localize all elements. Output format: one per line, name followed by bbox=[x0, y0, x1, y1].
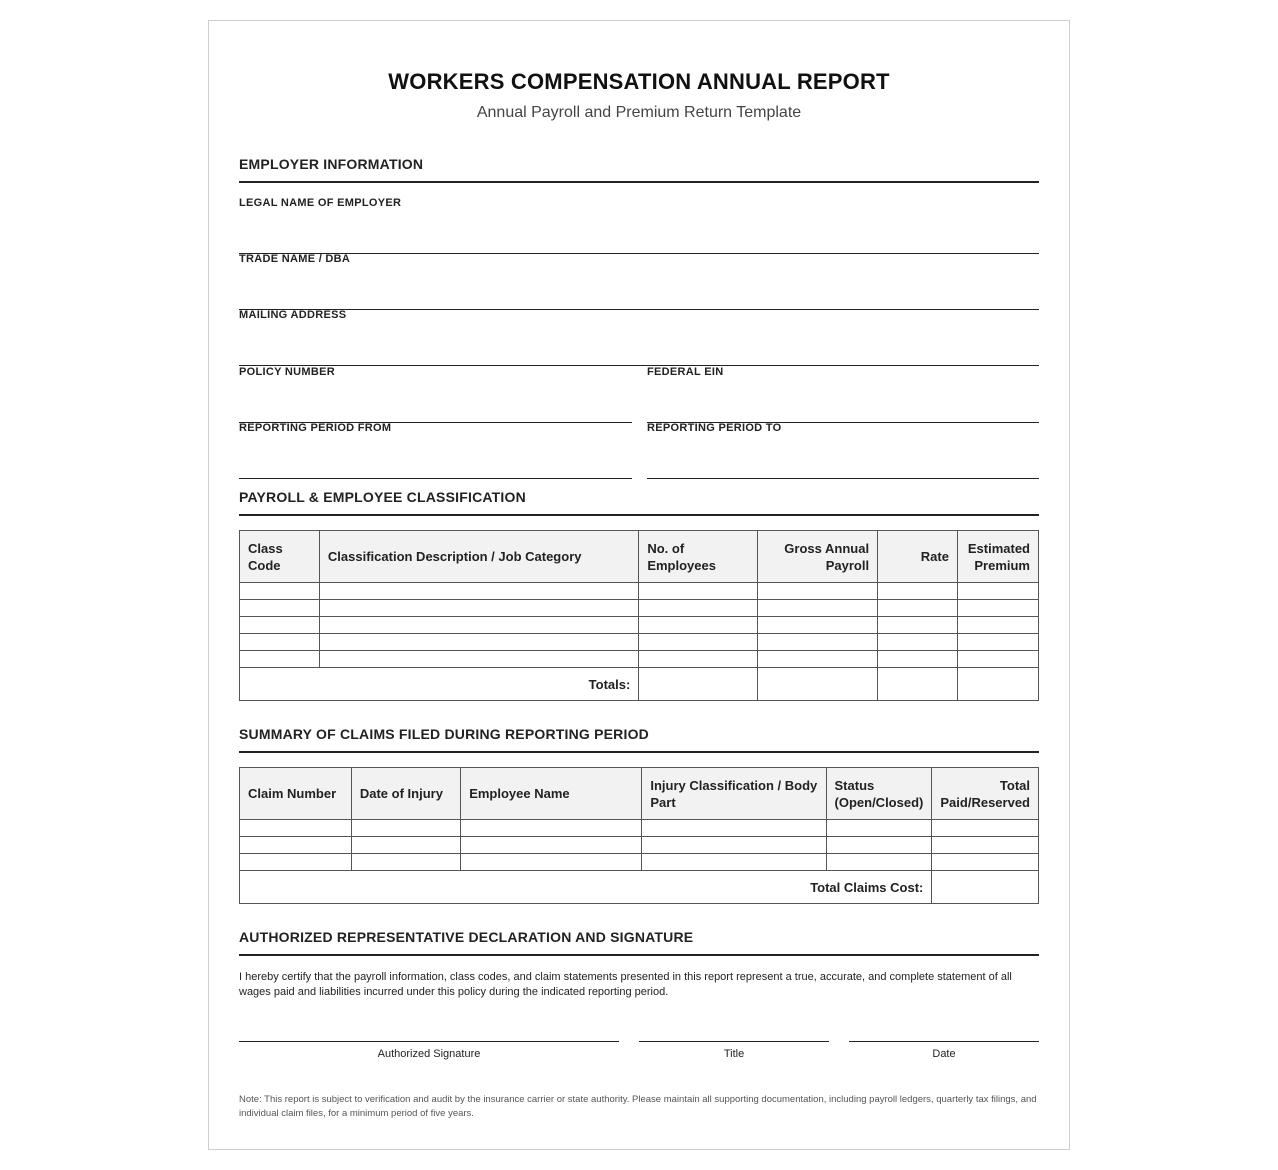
table-cell[interactable] bbox=[826, 854, 932, 871]
declaration-text: I hereby certify that the payroll information, class codes, and claim statements presented in this report represent a true, accurate, and complete statement of all wages paid and liabilities incurred under this policy during the indicated reporting period. bbox=[239, 971, 1012, 998]
col-classification-description: Classification Description / Job Category bbox=[319, 531, 638, 583]
signature-line[interactable] bbox=[239, 1041, 619, 1060]
col-no-of-employees: No. of Employees bbox=[639, 531, 758, 583]
total-employees-cell[interactable] bbox=[639, 668, 758, 701]
table-cell[interactable] bbox=[319, 600, 638, 617]
table-cell[interactable] bbox=[319, 583, 638, 600]
signature-label: Authorized Signature bbox=[377, 1048, 481, 1060]
col-gross-annual-payroll: Gross Annual Payroll bbox=[758, 531, 878, 583]
claims-section-heading: SUMMARY OF CLAIMS FILED DURING REPORTING PERIOD bbox=[239, 726, 1039, 753]
table-cell[interactable] bbox=[642, 820, 826, 837]
claims-header-row bbox=[240, 768, 1039, 820]
title-label: Title bbox=[723, 1048, 745, 1060]
table-cell[interactable] bbox=[957, 634, 1038, 651]
table-cell[interactable] bbox=[758, 583, 878, 600]
table-cell[interactable] bbox=[758, 651, 878, 668]
federal-ein-label: FEDERAL EIN bbox=[647, 366, 724, 378]
total-payroll-cell[interactable] bbox=[758, 668, 878, 701]
report-title: WORKERS COMPENSATION ANNUAL REPORT bbox=[388, 69, 890, 94]
col-estimated-premium: Estimated Premium bbox=[957, 531, 1038, 583]
table-row bbox=[240, 820, 1039, 837]
table-cell[interactable] bbox=[319, 617, 638, 634]
table-cell[interactable] bbox=[240, 854, 352, 871]
col-employee-name: Employee Name bbox=[461, 768, 642, 820]
table-cell[interactable] bbox=[319, 651, 638, 668]
table-cell[interactable] bbox=[642, 837, 826, 854]
table-cell[interactable] bbox=[240, 820, 352, 837]
table-cell[interactable] bbox=[642, 854, 826, 871]
total-premium-cell[interactable] bbox=[957, 668, 1038, 701]
table-cell[interactable] bbox=[639, 583, 758, 600]
trade-name-field[interactable] bbox=[239, 253, 1039, 265]
period-to-field[interactable] bbox=[647, 422, 1039, 434]
policy-number-label: POLICY NUMBER bbox=[239, 366, 335, 378]
table-cell[interactable] bbox=[758, 600, 878, 617]
table-row bbox=[240, 600, 1039, 617]
table-cell[interactable] bbox=[240, 617, 320, 634]
payroll-table bbox=[239, 530, 1039, 701]
federal-ein-field[interactable] bbox=[647, 366, 1039, 378]
table-cell[interactable] bbox=[878, 617, 958, 634]
col-date-of-injury: Date of Injury bbox=[351, 768, 460, 820]
table-cell[interactable] bbox=[240, 600, 320, 617]
table-cell[interactable] bbox=[319, 634, 638, 651]
table-cell[interactable] bbox=[957, 617, 1038, 634]
table-cell[interactable] bbox=[240, 583, 320, 600]
employer-section-heading: EMPLOYER INFORMATION bbox=[239, 156, 1039, 183]
payroll-header-row bbox=[240, 531, 1039, 583]
report-subtitle: Annual Payroll and Premium Return Template bbox=[476, 104, 802, 121]
period-to-line[interactable] bbox=[647, 456, 1039, 479]
table-cell[interactable] bbox=[878, 600, 958, 617]
table-cell[interactable] bbox=[240, 651, 320, 668]
mailing-address-label: MAILING ADDRESS bbox=[239, 309, 347, 321]
table-cell[interactable] bbox=[461, 837, 642, 854]
table-cell[interactable] bbox=[639, 600, 758, 617]
table-cell[interactable] bbox=[826, 820, 932, 837]
table-cell[interactable] bbox=[957, 583, 1038, 600]
table-cell[interactable] bbox=[758, 634, 878, 651]
col-total-paid-reserved: Total Paid/Reserved bbox=[932, 768, 1039, 820]
mailing-address-line[interactable] bbox=[239, 343, 1039, 366]
title-line[interactable] bbox=[639, 1041, 829, 1060]
table-cell[interactable] bbox=[351, 854, 460, 871]
table-cell[interactable] bbox=[878, 634, 958, 651]
footer-note: Note: This report is subject to verification and audit by the insurance carrier or state authority. Please maintain all supporting documentation, including payroll ledgers, quarterly tax filings, and individual claim files, for a minimum period of five years. bbox=[239, 1094, 1037, 1119]
table-row bbox=[240, 617, 1039, 634]
table-cell[interactable] bbox=[932, 820, 1039, 837]
table-cell[interactable] bbox=[351, 820, 460, 837]
col-injury-classification: Injury Classification / Body Part bbox=[642, 768, 826, 820]
table-cell[interactable] bbox=[932, 854, 1039, 871]
claims-total-row bbox=[240, 871, 1039, 904]
table-cell[interactable] bbox=[240, 634, 320, 651]
col-claim-number: Claim Number bbox=[240, 768, 352, 820]
table-row bbox=[240, 634, 1039, 651]
payroll-section-heading: PAYROLL & EMPLOYEE CLASSIFICATION bbox=[239, 489, 1039, 516]
col-class-code: Class Code bbox=[240, 531, 320, 583]
table-row bbox=[240, 651, 1039, 668]
table-cell[interactable] bbox=[240, 837, 352, 854]
total-rate-cell[interactable] bbox=[878, 668, 958, 701]
table-cell[interactable] bbox=[826, 837, 932, 854]
table-cell[interactable] bbox=[639, 651, 758, 668]
trade-name-line[interactable] bbox=[239, 287, 1039, 310]
legal-name-label: LEGAL NAME OF EMPLOYER bbox=[239, 197, 402, 209]
table-cell[interactable] bbox=[461, 854, 642, 871]
legal-name-field[interactable] bbox=[239, 197, 1039, 209]
payroll-totals-label: Totals: bbox=[240, 668, 639, 701]
col-status: Status (Open/Closed) bbox=[826, 768, 932, 820]
table-row bbox=[240, 583, 1039, 600]
table-cell[interactable] bbox=[758, 617, 878, 634]
col-rate: Rate bbox=[878, 531, 958, 583]
declaration-section-heading: AUTHORIZED REPRESENTATIVE DECLARATION AND SIGNATURE bbox=[239, 929, 1039, 956]
trade-name-label: TRADE NAME / DBA bbox=[239, 253, 351, 265]
period-from-field[interactable] bbox=[239, 422, 632, 434]
period-from-label: REPORTING PERIOD FROM bbox=[239, 422, 392, 434]
legal-name-line[interactable] bbox=[239, 231, 1039, 254]
total-claims-cost-cell[interactable] bbox=[932, 871, 1039, 904]
period-to-label: REPORTING PERIOD TO bbox=[647, 422, 782, 434]
report-page bbox=[208, 20, 1070, 1150]
payroll-totals-row bbox=[240, 668, 1039, 701]
date-line[interactable] bbox=[849, 1041, 1039, 1060]
table-cell[interactable] bbox=[957, 651, 1038, 668]
table-row bbox=[240, 854, 1039, 871]
table-cell[interactable] bbox=[878, 651, 958, 668]
claims-total-label: Total Claims Cost: bbox=[240, 871, 932, 904]
table-cell[interactable] bbox=[932, 837, 1039, 854]
period-from-line[interactable] bbox=[239, 456, 632, 479]
table-cell[interactable] bbox=[461, 820, 642, 837]
policy-number-line[interactable] bbox=[239, 400, 632, 423]
federal-ein-line[interactable] bbox=[647, 400, 1039, 423]
table-cell[interactable] bbox=[878, 583, 958, 600]
table-cell[interactable] bbox=[639, 617, 758, 634]
mailing-address-field[interactable] bbox=[239, 309, 1039, 321]
table-cell[interactable] bbox=[351, 837, 460, 854]
table-cell[interactable] bbox=[957, 600, 1038, 617]
policy-number-field[interactable] bbox=[239, 366, 632, 378]
table-row bbox=[240, 837, 1039, 854]
date-label: Date bbox=[932, 1048, 956, 1060]
table-cell[interactable] bbox=[639, 634, 758, 651]
claims-table bbox=[239, 767, 1039, 904]
